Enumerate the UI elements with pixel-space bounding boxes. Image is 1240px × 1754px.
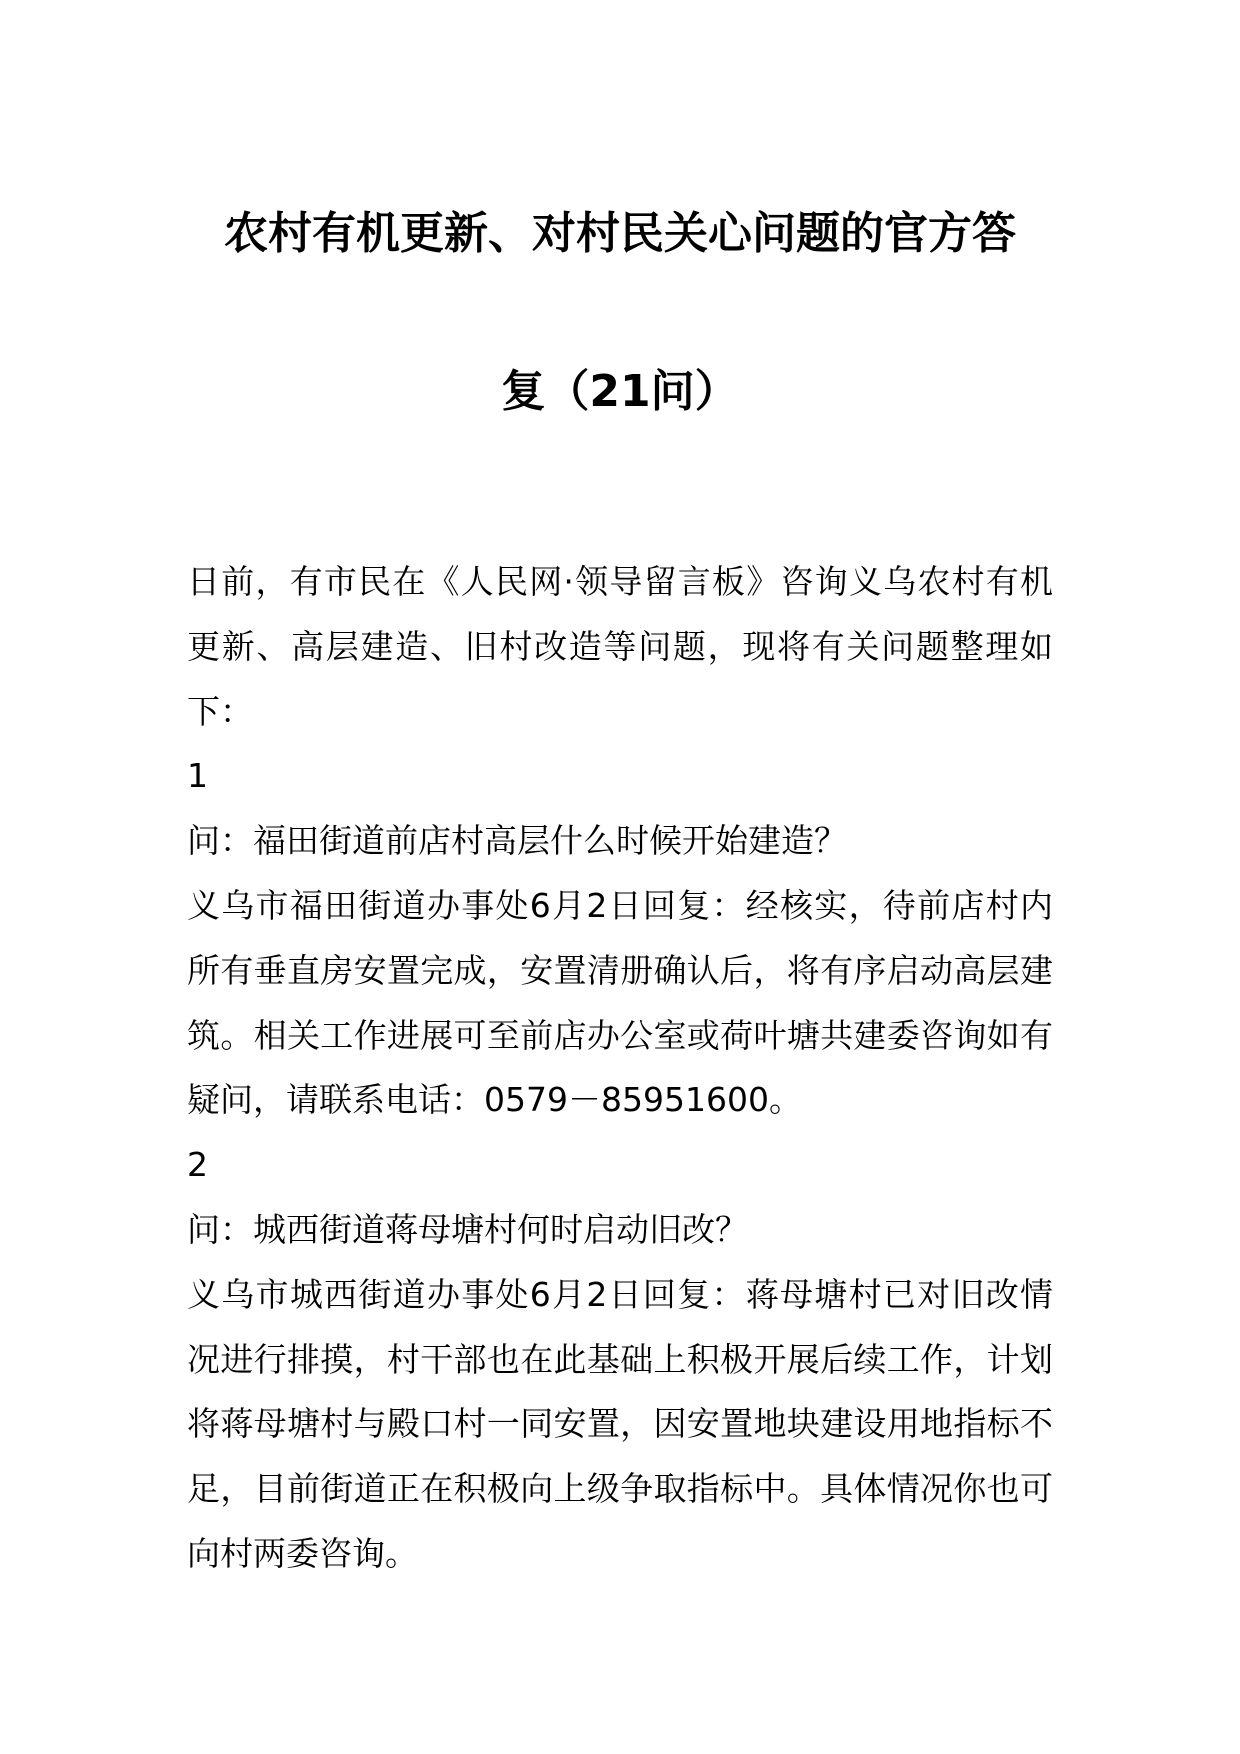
answer-1: 义乌市福田街道办事处6月2日回复：经核实，待前店村内所有垂直房安置完成，安置清册确认后，将有序启动高层建筑。相关工作进展可至前店办公室或荷叶塘共建委咨询如有疑问，请联系电话：0579－85951600。 xyxy=(187,885,1053,1120)
intro-paragraph: 日前，有市民在《人民网·领导留言板》咨询义乌农村有机更新、高层建造、旧村改造等问题，现将有关问题整理如下： xyxy=(187,562,1053,731)
question-2: 问：城西街道蒋母塘村何时启动旧改？ xyxy=(187,1209,748,1249)
item-number-1: 1 xyxy=(187,756,208,796)
answer-2: 义乌市城西街道办事处6月2日回复：蒋母塘村已对旧改情况进行排摸，村干部也在此基础上积极开展后续工作，计划将蒋母塘村与殿口村一同安置，因安置地块建设用地指标不足，目前街道正在积极向上级争取指标中。具体情况你也可向村两委咨询。 xyxy=(187,1274,1053,1573)
document-title-line-2: 复（21问） xyxy=(501,366,739,417)
document-body xyxy=(187,550,1053,1587)
document-title-line-1: 农村有机更新、对村民关心问题的官方答 xyxy=(224,208,1016,259)
question-1: 问：福田街道前店村高层什么时候开始建造？ xyxy=(187,821,847,861)
item-number-2: 2 xyxy=(187,1145,208,1185)
